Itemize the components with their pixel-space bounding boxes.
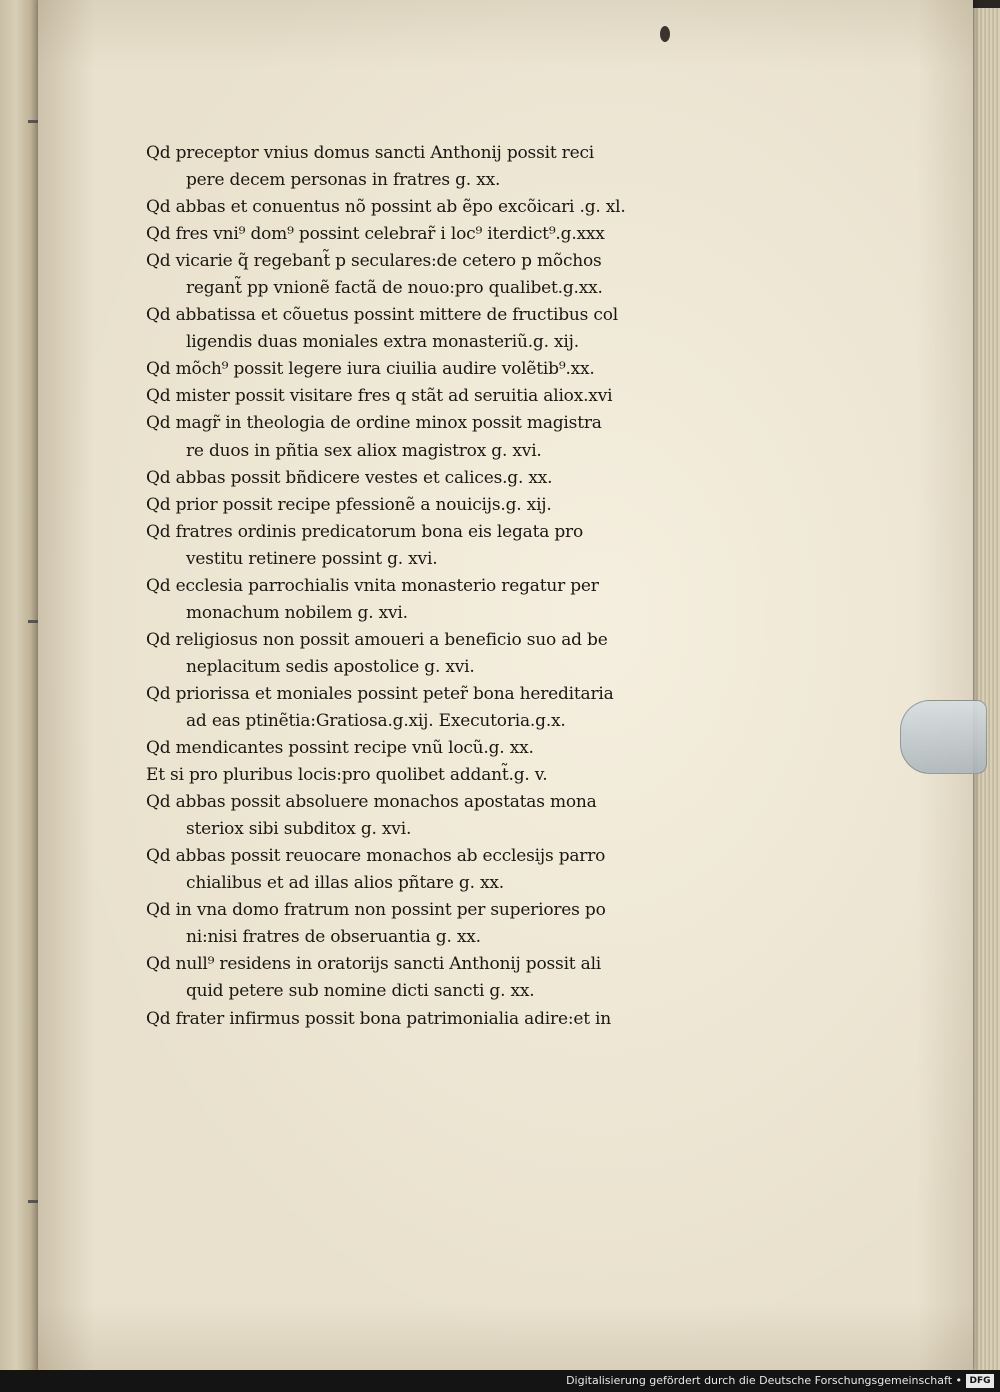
text-line: vestitu retinere possint g. xvi.: [186, 548, 438, 569]
text-line: chialibus et ad illas alios pñtare g. xx.: [186, 873, 504, 894]
text-line: steriox sibi subditox g. xvi.: [186, 819, 412, 840]
text-line: Qd ecclesia parrochialis vnita monasterio regatur per: [146, 575, 599, 596]
text-line: regant̃ pp vnionẽ factã de nouo:pro qualibet.g.xx.: [186, 278, 603, 299]
text-line: Qd mõch⁹ possit legere iura ciuilia audire volẽtib⁹.xx.: [146, 359, 595, 380]
text-line: Qd frater infirmus possit bona patrimonialia adire:et in: [146, 1008, 612, 1029]
text-line: Qd religiosus non possit amoueri a beneficio suo ad be: [146, 629, 608, 650]
text-line: re duos in pñtia sex aliox magistrox g. xvi.: [186, 440, 542, 461]
text-line: Qd null⁹ residens in oratorijs sancti Anthonij possit ali: [146, 954, 602, 975]
text-line: quid petere sub nomine dicti sancti g. xx.: [186, 981, 535, 1002]
text-line: Qd in vna domo fratrum non possint per superiores po: [146, 900, 606, 921]
funding-credit: Digitalisierung gefördert durch die Deutsche Forschungsgemeinschaft •: [566, 1374, 962, 1387]
binding-edge: [0, 0, 40, 1370]
printed-text-block: [146, 140, 786, 1033]
text-line: neplacitum sedis apostolice g. xvi.: [186, 656, 475, 677]
text-line: Qd prior possit recipe pfessionẽ a nouicijs.g. xij.: [146, 494, 552, 515]
text-line: Qd priorissa et moniales possint peter̃ bona hereditaria: [146, 683, 614, 704]
text-line: ligendis duas moniales extra monasteriũ.g. xij.: [186, 332, 579, 353]
text-line: Qd abbas possit absoluere monachos apostatas mona: [146, 792, 597, 813]
text-line: Qd preceptor vnius domus sancti Anthonij possit reci: [146, 143, 595, 163]
dfg-logo: DFG: [966, 1374, 994, 1388]
text-line: Qd abbas possit bñdicere vestes et calices.g. xx.: [146, 467, 553, 488]
text-line: Qd magr̃ in theologia de ordine minox possit magistra: [146, 413, 602, 434]
text-line: Qd fres vni⁹ dom⁹ possint celebrar̃ i loc⁹ iterdict⁹.g.xxx: [146, 224, 605, 245]
ink-spot: [660, 26, 670, 42]
book-page: [38, 0, 973, 1372]
text-line: ad eas ptinẽtia:Gratiosa.g.xij. Executoria.g.x.: [186, 710, 566, 731]
text-line: Qd mister possit visitare fres q stãt ad seruitia aliox.xvi: [146, 386, 613, 407]
text-line: monachum nobilem g. xvi.: [186, 602, 408, 623]
text-line: Qd abbas possit reuocare monachos ab ecclesijs parro: [146, 846, 606, 867]
text-line: Qd abbas et conuentus nõ possint ab ẽpo excõicari .g. xl.: [146, 197, 626, 218]
text-line: Qd mendicantes possint recipe vnũ locũ.g. xx.: [146, 738, 534, 759]
text-line: Qd fratres ordinis predicatorum bona eis legata pro: [146, 521, 583, 542]
text-line: Qd vicarie q̃ regebant̃ p seculares:de cetero p mõchos: [146, 251, 602, 272]
page-clip: [900, 700, 987, 774]
text-line: ni:nisi fratres de obseruantia g. xx.: [186, 927, 481, 948]
text-line: Qd abbatissa et cõuetus possint mittere de fructibus col: [146, 305, 618, 326]
text-line: pere decem personas in fratres g. xx.: [186, 170, 501, 191]
text-line: Et si pro pluribus locis:pro quolibet addant̃.g. v.: [146, 765, 548, 786]
footer-bar: [0, 1370, 1000, 1392]
